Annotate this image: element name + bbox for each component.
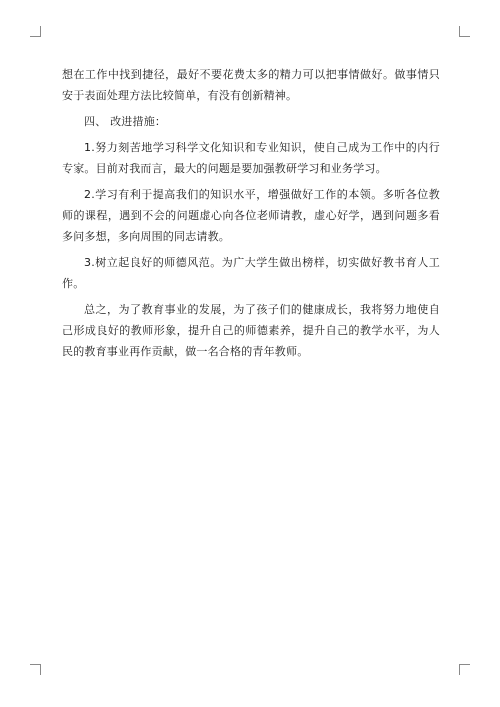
- paragraph-continuation: 想在工作中找到捷径，最好不要花费太多的精力可以把事情做好。做事情只安于表面处理方法比较简单，有没有创新精神。: [62, 68, 440, 102]
- paragraph-item-3: 3.树立起良好的师德风范。为广大学生做出榜样，切实做好教书育人工作。: [62, 256, 440, 290]
- paragraph-item-2: 2.学习有利于提高我们的知识水平，增强做好工作的本领。多听各位教师的课程，遇到不会的问题虚心向各位老师请教，虚心好学，遇到问题多看多问多想，多向周围的同志请教。: [62, 188, 440, 243]
- crop-mark-top-left: [30, 26, 41, 37]
- crop-mark-bottom-right: [459, 664, 470, 675]
- paragraph-item-1: 1.努力刻苦地学习科学文化知识和专业知识，使自己成为工作中的内行专家。目前对我而言，最大的问题是要加强教研学习和业务学习。: [62, 141, 440, 175]
- section-heading-improvements: 四、 改进措施：: [84, 115, 167, 128]
- document-body: [62, 64, 440, 367]
- crop-mark-bottom-left: [30, 664, 41, 675]
- paragraph-conclusion: 总之，为了教育事业的发展，为了孩子们的健康成长，我将努力地使自己形成良好的教师形象，提升自己的师德素养，提升自己的教学水平，为人民的教育事业再作贡献，做一名合格的青年教师。: [62, 303, 440, 358]
- crop-mark-top-right: [459, 26, 470, 37]
